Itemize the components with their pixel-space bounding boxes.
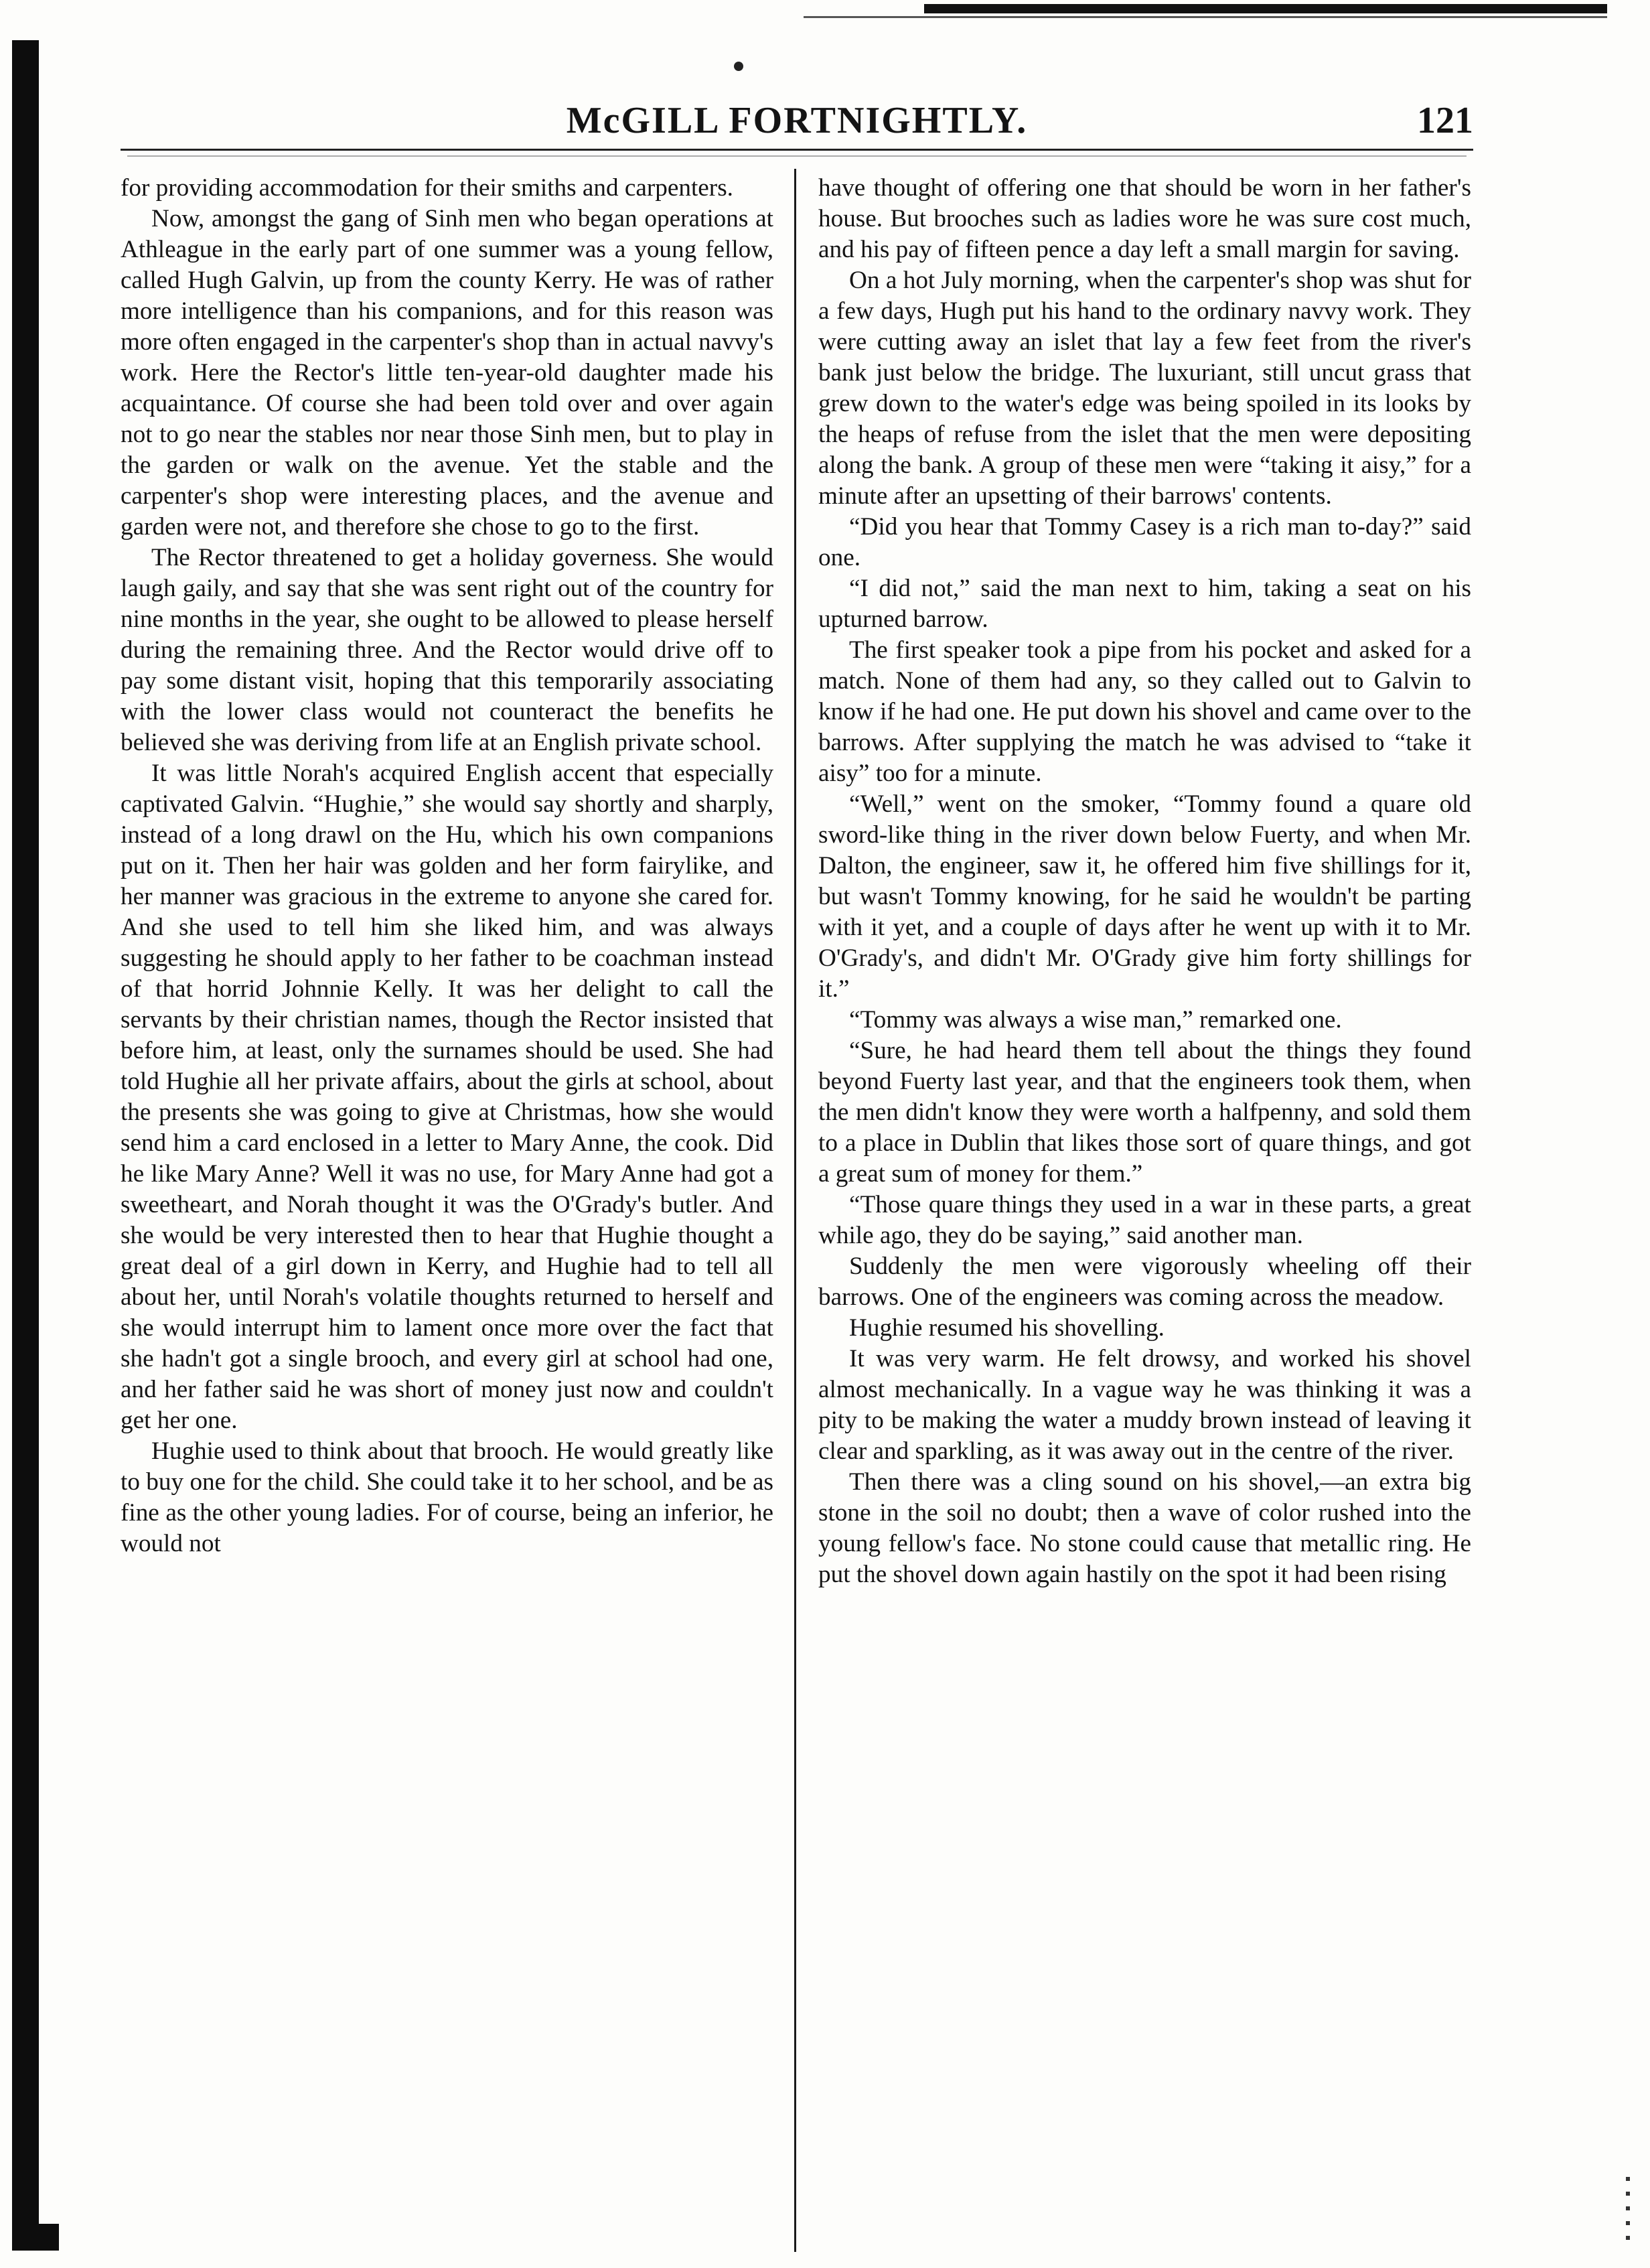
paragraph: The Rector threatened to get a holiday governess. She would laugh gaily, and say that she was sent right out of the country for nine months in the year, she ought to be allowed to please herself during the remaining three. And the Rector would drive off to pay some distant visit, hoping that this temporarily associating with the lower class would not counteract the benefits he believed she was deriving from life at an English private school. [121,544,773,756]
scan-edge-marks [1626,2177,1630,2244]
ink-dot [734,62,743,71]
paragraph: It was very warm. He felt drowsy, and worked his shovel almost mechanically. In a vague way he was thinking it was a pity to be making the water a muddy brown instead of leaving it clear and sparkling, as it was away out in the centre of the river. [818,1345,1471,1465]
scan-border-left-foot [12,2224,59,2251]
header-rule [121,149,1473,151]
scan-border-top [924,4,1607,13]
paragraph: It was little Norah's acquired English accent that especially captivated Galvin. “Hughie,” she would say shortly and sharply, instead of a long drawl on the Hu, which his own companions put on it. Then her hair was golden and her form fairylike, and her manner was gracious in the extreme to anyone she cared for. And she used to tell him she liked him, and was always suggesting he should apply to her father to be coachman instead of that horrid Johnnie Kelly. It was her delight to call the servants by their christian names, though the Rector insisted that before him, at least, only the surnames should be used. She had told Hughie all her private affairs, about the girls at school, about the presents she was going to give at Christmas, how she would send him a card enclosed in a letter to Mary Anne, the cook. Did he like Mary Anne? Well it was no use, for Mary Anne had got a sweetheart, and Norah thought it was the O'Grady's butler. And she would be very interested then to hear that Hughie thought a great deal of a girl down in Kerry, and Hughie had to tell all about her, until Norah's volatile thoughts returned to herself and she would interrupt him to lament once more over the fact that she hadn't got a single brooch, and every girl at school had one, and her father said he was short of money just now and couldn't get her one. [121,760,773,1434]
right-column [818,173,1471,1590]
column-divider [794,169,796,2252]
page-number: 121 [1417,100,1473,141]
paragraph: Hughie resumed his shovelling. [849,1314,1165,1342]
paragraph: have thought of offering one that should be worn in her father's house. But brooches such as ladies wore he was sure cost much, and his pay of fifteen pence a day left a small margin for saving. [818,174,1471,263]
left-column [121,173,773,1559]
paragraph: Suddenly the men were vigorously wheeling off their barrows. One of the engineers was coming across the meadow. [818,1253,1471,1311]
paragraph: “Well,” went on the smoker, “Tommy found a quare old sword-like thing in the river down below Fuerty, and when Mr. Dalton, the engineer, saw it, he offered him five shillings for it, but wasn't Tommy knowing, for he said he wouldn't be parting with it yet, and a couple of days after he went up with it to Mr. O'Grady's, and didn't Mr. O'Grady give him forty shillings for it.” [818,790,1471,1003]
paragraph: Now, amongst the gang of Sinh men who began operations at Athleague in the early part of one summer was a young fellow, called Hugh Galvin, up from the county Kerry. He was of rather more intelligence than his companions, and for this reason was more often engaged in the carpenter's shop than in actual navvy's work. Here the Rector's little ten-year-old daughter made his acquaintance. Of course she had been told over and over again not to go near the stables nor near those Sinh men, but to play in the garden or walk on the avenue. Yet the stable and the carpenter's shop were interesting places, and the avenue and garden were not, and therefore she chose to go to the first. [121,205,773,541]
paragraph: The first speaker took a pipe from his pocket and asked for a match. None of them had any, so they called out to Galvin to know if he had one. He put down his shovel and came over to the barrows. After supplying the match he was advised to “take it aisy” too for a minute. [818,636,1471,787]
paragraph: “Did you hear that Tommy Casey is a rich man to-day?” said one. [818,513,1471,571]
paragraph: On a hot July morning, when the carpenter's shop was shut for a few days, Hugh put his hand to the ordinary navvy work. They were cutting away an islet that lay a few feet from the river's bank just below the bridge. The luxuriant, still uncut grass that grew down to the water's edge was being spoiled in its looks by the heaps of refuse from the islet that the men were depositing along the bank. A group of these men were “taking it aisy,” for a minute after an upsetting of their barrows' contents. [818,267,1471,510]
paragraph: “Tommy was always a wise man,” remarked one. [849,1006,1342,1034]
paragraph: “Sure, he had heard them tell about the things they found beyond Fuerty last year, and that the engineers took them, when the men didn't know they were worth a halfpenny, and sold them to a place in Dublin that likes those sort of quare things, and got a great sum of money for them.” [818,1037,1471,1188]
header-rule-secondary [127,155,1467,157]
scan-border-top-thin [804,16,1607,18]
masthead [121,99,1473,153]
page-title: McGILL FORTNIGHTLY. [566,100,1028,141]
paragraph: Then there was a cling sound on his shovel,—an extra big stone in the soil no doubt; then a wave of color rushed into the young fellow's face. No stone could cause that metallic ring. He put the shovel down again hastily on the spot it had been rising [818,1468,1471,1588]
paragraph: “I did not,” said the man next to him, taking a seat on his upturned barrow. [818,575,1471,633]
scan-border-left [12,40,39,2251]
paragraph: Hughie used to think about that brooch. He would greatly like to buy one for the child. She could take it to her school, and be as fine as the other young ladies. For of course, being an inferior, he would not [121,1437,773,1557]
paragraph: “Those quare things they used in a war in these parts, a great while ago, they do be saying,” said another man. [818,1191,1471,1249]
paragraph: for providing accommodation for their smiths and carpenters. [121,174,733,202]
